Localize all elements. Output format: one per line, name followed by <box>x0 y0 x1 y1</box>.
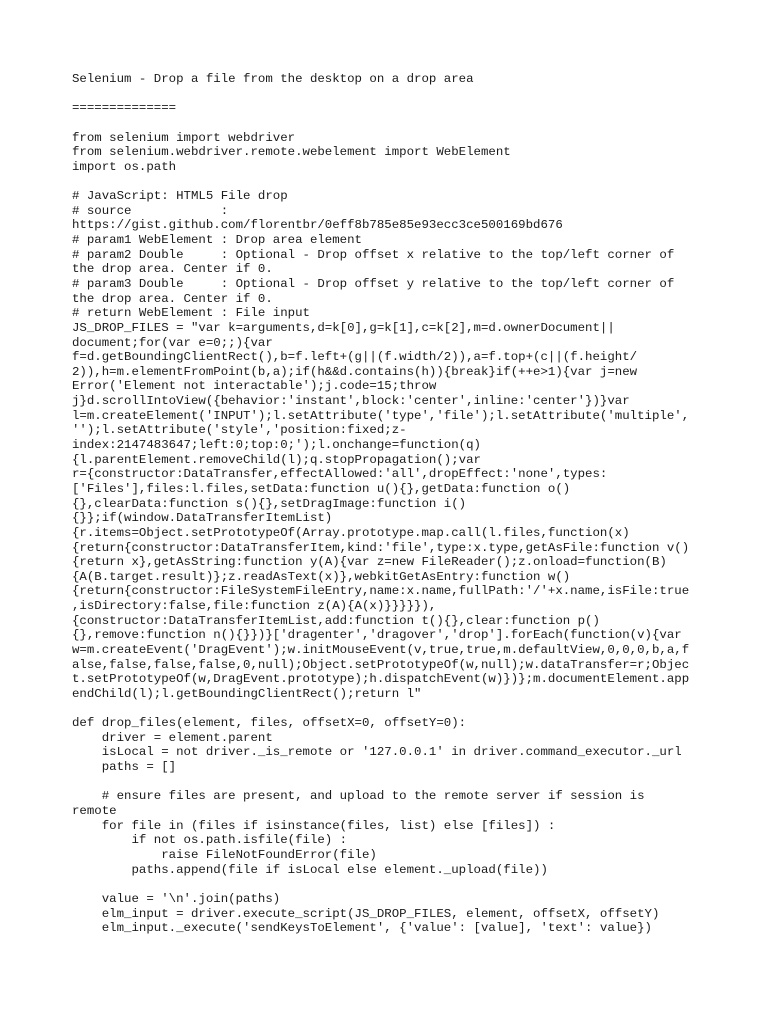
code-line: Error('Element not interactable');j.code=15;throw <box>72 379 437 394</box>
code-line: {constructor:DataTransferItemList,add:function t(){},clear:function p() <box>72 613 600 628</box>
code-line: alse,false,false,false,0,null);Object.setPrototypeOf(w,null);w.dataTransfer=r;Objec <box>72 657 690 672</box>
code-line: ['Files'],files:l.files,setData:function u(){},getData:function o() <box>72 481 571 496</box>
code-line: {}};if(window.DataTransferItemList) <box>72 511 333 526</box>
code-line: for file in (files if isinstance(files, list) else [files]) : <box>72 818 556 833</box>
code-line: {A(B.target.result)};z.readAsText(x)},webkitGetAsEntry:function w() <box>72 569 571 584</box>
code-line: the drop area. Center if 0. <box>72 262 273 277</box>
code-body <box>72 131 702 936</box>
code-line: # param2 Double : Optional - Drop offset x relative to the top/left corner of <box>72 247 675 262</box>
code-line: '');l.setAttribute('style','position:fixed;z- <box>72 423 407 438</box>
code-line: # source : <box>72 203 229 218</box>
code-line: isLocal = not driver._is_remote or '127.0.0.1' in driver.command_executor._url <box>72 745 682 760</box>
code-line: 2)),h=m.elementFromPoint(b,a);if(h&&d.contains(h)){break}if(++e>1){var j=new <box>72 364 638 379</box>
code-line: l=m.createElement('INPUT');l.setAttribute('type','file');l.setAttribute('multiple', <box>72 408 690 423</box>
blank-line <box>72 87 702 102</box>
code-line: https://gist.github.com/florentbr/0eff8b785e85e93ecc3ce500169bd676 <box>72 218 563 233</box>
blank-line <box>72 702 702 717</box>
code-line: {r.items=Object.setPrototypeOf(Array.prototype.map.call(l.files,function(x) <box>72 525 630 540</box>
code-line: from selenium.webdriver.remote.webelement import WebElement <box>72 145 511 160</box>
code-line: # JavaScript: HTML5 File drop <box>72 189 288 204</box>
code-line: t.setPrototypeOf(w,DragEvent.prototype);h.dispatchEvent(w)})};m.documentElement.app <box>72 672 690 687</box>
code-line: document;for(var e=0;;){var <box>72 335 273 350</box>
blank-line <box>72 174 702 189</box>
code-line: # ensure files are present, and upload to the remote server if session is <box>72 789 645 804</box>
blank-line <box>72 775 702 790</box>
code-line: paths.append(file if isLocal else element._upload(file)) <box>72 862 548 877</box>
document-page <box>72 72 702 936</box>
code-line: # param3 Double : Optional - Drop offset y relative to the top/left corner of <box>72 276 675 291</box>
blank-line <box>72 116 702 131</box>
code-line: ,isDirectory:false,file:function z(A){A(x)}}}}}), <box>72 599 437 614</box>
code-line: paths = [] <box>72 760 177 775</box>
code-line: driver = element.parent <box>72 730 273 745</box>
code-line: elm_input = driver.execute_script(JS_DROP_FILES, element, offsetX, offsetY) <box>72 906 660 921</box>
code-line: {return x},getAsString:function y(A){var z=new FileReader();z.onload=function(B) <box>72 555 667 570</box>
code-line: {},remove:function n(){}})}['dragenter','dragover','drop'].forEach(function(v){var <box>72 628 682 643</box>
code-line: {l.parentElement.removeChild(l);q.stopPropagation();var <box>72 452 481 467</box>
code-line: the drop area. Center if 0. <box>72 291 273 306</box>
code-line: def drop_files(element, files, offsetX=0, offsetY=0): <box>72 716 467 731</box>
code-line: # param1 WebElement : Drop area element <box>72 233 362 248</box>
blank-line <box>72 877 702 892</box>
code-line: JS_DROP_FILES = "var k=arguments,d=k[0],g=k[1],c=k[2],m=d.ownerDocument|| <box>72 320 615 335</box>
code-line: j}d.scrollIntoView({behavior:'instant',block:'center',inline:'center'})}var <box>72 394 630 409</box>
code-line: {return{constructor:DataTransferItem,kind:'file',type:x.type,getAsFile:function v() <box>72 540 690 555</box>
code-line: w=m.createEvent('DragEvent');w.initMouseEvent(v,true,true,m.defaultView,0,0,0,b,a,f <box>72 642 690 657</box>
code-line: # return WebElement : File input <box>72 306 310 321</box>
code-line: {},clearData:function s(){},setDragImage:function i() <box>72 496 467 511</box>
document-title: Selenium - Drop a file from the desktop on a drop area <box>72 72 474 86</box>
code-line: elm_input._execute('sendKeysToElement', {'value': [value], 'text': value}) <box>72 921 652 936</box>
code-line: endChild(l);l.getBoundingClientRect();return l" <box>72 686 422 701</box>
code-line: from selenium import webdriver <box>72 130 296 145</box>
code-line: import os.path <box>72 159 177 174</box>
code-line: if not os.path.isfile(file) : <box>72 833 348 848</box>
code-line: raise FileNotFoundError(file) <box>72 847 377 862</box>
code-line: index:2147483647;left:0;top:0;');l.onchange=function(q) <box>72 438 481 453</box>
code-line: value = '\n'.join(paths) <box>72 891 281 906</box>
title-underline: ============== <box>72 101 177 116</box>
code-line: r={constructor:DataTransfer,effectAllowed:'all',dropEffect:'none',types: <box>72 467 608 482</box>
code-line: {return{constructor:FileSystemFileEntry,name:x.name,fullPath:'/'+x.name,isFile:true <box>72 584 690 599</box>
code-line: f=d.getBoundingClientRect(),b=f.left+(g||(f.width/2)),a=f.top+(c||(f.height/ <box>72 350 638 365</box>
code-line: remote <box>72 804 117 819</box>
